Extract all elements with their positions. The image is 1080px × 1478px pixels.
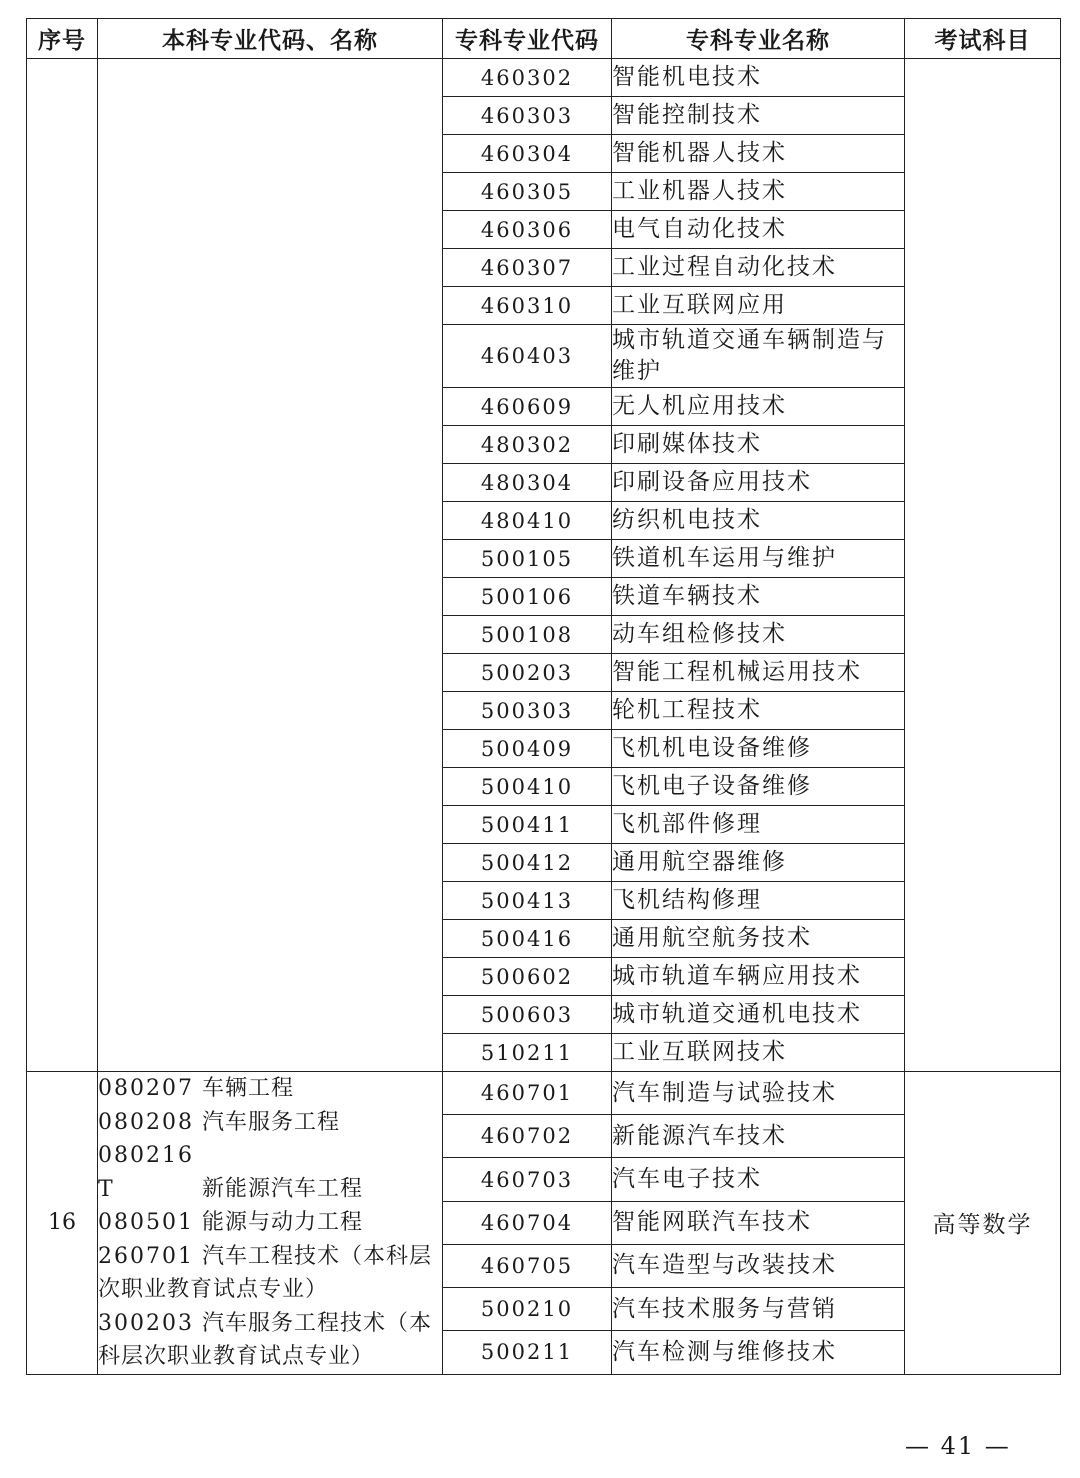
diploma-code: 500210 [443, 1288, 612, 1331]
diploma-name: 汽车检测与维修技术 [612, 1331, 905, 1374]
diploma-name: 新能源汽车技术 [612, 1115, 905, 1158]
diploma-name: 工业过程自动化技术 [612, 249, 905, 287]
diploma-code: 480302 [443, 426, 612, 464]
diploma-name: 电气自动化技术 [612, 211, 905, 249]
diploma-code: 510211 [443, 1034, 612, 1072]
diploma-name: 汽车电子技术 [612, 1158, 905, 1201]
diploma-code: 460304 [443, 135, 612, 173]
diploma-name: 飞机电子设备维修 [612, 768, 905, 806]
diploma-code: 500410 [443, 768, 612, 806]
undergrad-cell [98, 59, 443, 1072]
diploma-code: 460305 [443, 173, 612, 211]
diploma-name: 铁道机车运用与维护 [612, 540, 905, 578]
diploma-name: 智能网联汽车技术 [612, 1201, 905, 1244]
diploma-name: 城市轨道交通机电技术 [612, 996, 905, 1034]
diploma-name: 汽车制造与试验技术 [612, 1072, 905, 1115]
header-row [27, 19, 1061, 59]
diploma-name: 工业互联网应用 [612, 287, 905, 325]
diploma-code: 480410 [443, 502, 612, 540]
diploma-code: 500416 [443, 920, 612, 958]
diploma-code: 500203 [443, 654, 612, 692]
page-number: — 41 — [905, 1432, 1011, 1460]
undergrad-major [98, 1106, 442, 1140]
diploma-code: 460703 [443, 1158, 612, 1201]
diploma-name: 智能工程机械运用技术 [612, 654, 905, 692]
undergrad-major [98, 1240, 442, 1307]
diploma-name: 印刷设备应用技术 [612, 464, 905, 502]
diploma-name: 飞机结构修理 [612, 882, 905, 920]
undergrad-major [98, 1307, 442, 1374]
diploma-name: 智能机器人技术 [612, 135, 905, 173]
diploma-code: 500603 [443, 996, 612, 1034]
subject-cell [905, 59, 1061, 1072]
diploma-code: 460609 [443, 388, 612, 426]
diploma-name: 铁道车辆技术 [612, 578, 905, 616]
undergrad-major [98, 1072, 442, 1106]
diploma-name: 工业互联网技术 [612, 1034, 905, 1072]
diploma-code: 460704 [443, 1201, 612, 1244]
undergrad-name: 能源与动力工程 [202, 1210, 364, 1235]
table-row [27, 1072, 1061, 1115]
diploma-code: 500106 [443, 578, 612, 616]
undergrad-code: 300203 [98, 1310, 194, 1336]
undergrad-name: 汽车服务工程技术（本科层次职业教育试点专业） [98, 1310, 433, 1369]
undergrad-major [98, 1206, 442, 1240]
diploma-name: 通用航空航务技术 [612, 920, 905, 958]
undergrad-name: 汽车工程技术（本科层次职业教育试点专业） [98, 1243, 433, 1302]
diploma-code: 500211 [443, 1331, 612, 1374]
undergrad-name: 车辆工程 [202, 1076, 295, 1101]
diploma-name: 纺织机电技术 [612, 502, 905, 540]
undergrad-code: 080501 [98, 1210, 194, 1235]
majors-table [26, 18, 1061, 1375]
diploma-code: 500413 [443, 882, 612, 920]
undergrad-code: 080207 [98, 1076, 194, 1101]
diploma-name: 无人机应用技术 [612, 388, 905, 426]
diploma-code: 500602 [443, 958, 612, 996]
diploma-name: 飞机部件修理 [612, 806, 905, 844]
diploma-name: 城市轨道车辆应用技术 [612, 958, 905, 996]
diploma-code: 460705 [443, 1244, 612, 1287]
seq-cell: 16 [27, 1072, 98, 1375]
diploma-name: 汽车技术服务与营销 [612, 1288, 905, 1331]
diploma-code: 500412 [443, 844, 612, 882]
diploma-name: 智能机电技术 [612, 59, 905, 97]
diploma-code: 500108 [443, 616, 612, 654]
diploma-name: 印刷媒体技术 [612, 426, 905, 464]
diploma-code: 460307 [443, 249, 612, 287]
table-row [27, 59, 1061, 97]
header-code: 专科专业代码 [443, 19, 612, 59]
undergrad-code: 080216T [98, 1143, 194, 1202]
undergrad-code: 080208 [98, 1109, 194, 1135]
undergrad-cell [98, 1072, 443, 1375]
header-undergrad: 本科专业代码、名称 [98, 19, 443, 59]
diploma-code: 460302 [443, 59, 612, 97]
diploma-code: 500411 [443, 806, 612, 844]
subject-cell: 高等数学 [905, 1072, 1061, 1375]
diploma-code: 460306 [443, 211, 612, 249]
diploma-name: 轮机工程技术 [612, 692, 905, 730]
undergrad-major [98, 1139, 442, 1206]
diploma-name: 城市轨道交通车辆制造与维护 [612, 325, 905, 388]
header-subject: 考试科目 [905, 19, 1061, 59]
diploma-name: 通用航空器维修 [612, 844, 905, 882]
undergrad-name: 汽车服务工程 [202, 1109, 341, 1135]
diploma-code: 460303 [443, 97, 612, 135]
diploma-name: 工业机器人技术 [612, 173, 905, 211]
seq-cell [27, 59, 98, 1072]
diploma-name: 汽车造型与改装技术 [612, 1244, 905, 1287]
diploma-code: 480304 [443, 464, 612, 502]
header-seq: 序号 [27, 19, 98, 59]
diploma-code: 500303 [443, 692, 612, 730]
diploma-code: 460702 [443, 1115, 612, 1158]
diploma-name: 飞机机电设备维修 [612, 730, 905, 768]
diploma-code: 500409 [443, 730, 612, 768]
diploma-code: 460701 [443, 1072, 612, 1115]
undergrad-name: 新能源汽车工程 [202, 1176, 364, 1202]
diploma-name: 动车组检修技术 [612, 616, 905, 654]
header-name: 专科专业名称 [612, 19, 905, 59]
diploma-code: 460403 [443, 325, 612, 388]
diploma-code: 500105 [443, 540, 612, 578]
undergrad-code: 260701 [98, 1243, 194, 1269]
diploma-name: 智能控制技术 [612, 97, 905, 135]
diploma-code: 460310 [443, 287, 612, 325]
